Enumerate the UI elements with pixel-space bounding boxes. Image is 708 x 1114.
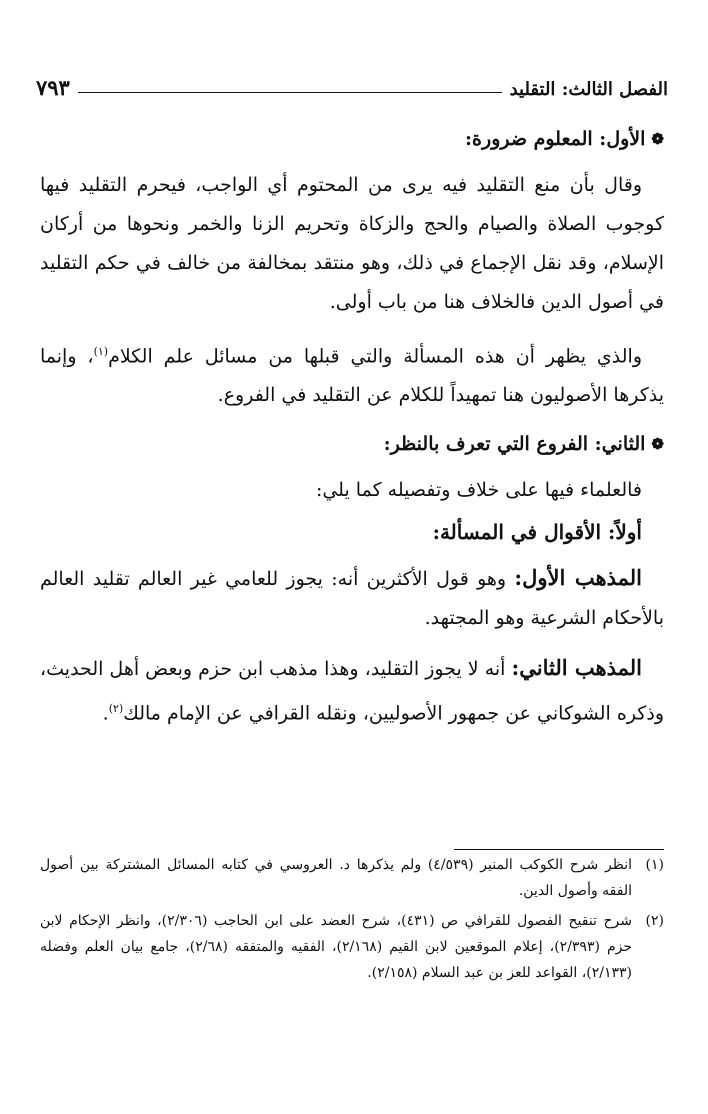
paragraph-2 — [40, 332, 664, 415]
flower-bullet-icon: ❁ — [651, 435, 664, 454]
footnote-divider — [454, 849, 664, 850]
footnote-number: (٢) — [645, 913, 664, 929]
subheading-opinions: أولاً: الأقوال في المسألة: — [432, 520, 642, 545]
madhhab-2-label: المذهب الثاني: — [511, 655, 642, 681]
footnote-text: انظر شرح الكوكب المنير (٤/٥٣٩) ولم يذكرها د. العروسي في كتابه المسائل المشتركة بين أصول الفقه وأصول الدين. — [40, 857, 632, 899]
running-header — [36, 66, 668, 100]
footnote-ref-2[interactable]: (٢) — [108, 702, 124, 716]
section-heading-1-text: الأول: المعلوم ضرورة: — [465, 128, 646, 150]
flower-bullet-icon: ❁ — [651, 130, 664, 148]
madhhab-1-paragraph — [40, 558, 664, 638]
footnote-2 — [40, 908, 664, 986]
paragraph-2-text: والذي يظهر أن هذه المسألة والتي قبلها من مسائل علم الكلام — [108, 345, 642, 368]
footnote-number: (١) — [645, 857, 664, 873]
footnote-ref-1[interactable]: (١) — [93, 345, 109, 358]
madhhab-1-label: المذهب الأول: — [514, 565, 642, 591]
madhhab-1-text: وهو قول الأكثرين أنه: يجوز للعامي غير العالم تقليد العالم بالأحكام الشرعية وهو المجتهد. — [40, 568, 664, 630]
section-heading-2 — [40, 433, 664, 455]
intro-paragraph: فالعلماء فيها على خلاف وتفصيله كما يلي: — [315, 479, 642, 502]
section-heading-2-text: الثاني: الفروع التي تعرف بالنظر: — [383, 433, 646, 456]
footnote-text: شرح تنقيح الفصول للقرافي ص (٤٣١)، شرح العضد على ابن الحاجب (٢/٣٠٦)، وانظر الإحكام لابن حزم (٢/٣٩٣)، إعلام الموقعين لابن القيم (٢/١٦٨)، الفقيه والمتفقه (٢/٦٨)، جامع بيان العلم وفضله (٢/١٣٣)، القواعد للعز بن عبد السلام (٢/١٥٨). — [40, 913, 632, 981]
page-number: ٧٩٣ — [36, 75, 70, 100]
madhhab-2-end: . — [102, 702, 109, 725]
footnotes — [40, 852, 664, 990]
paragraph-1: وقال بأن منع التقليد فيه يرى من المحتوم أي الواجب، فيحرم التقليد فيها كوجوب الصلاة والصيام والحج والزكاة وتحريم الزنا والخمر ونحوها من أركان الإسلام، وقد نقل الإجماع في ذلك، وهو منتقد بمخالفة من خالف في حكم التقليد في أصول الدين فالخلاف هنا من باب أولى. — [40, 174, 664, 313]
chapter-title: الفصل الثالث: التقليد — [509, 79, 668, 100]
madhhab-2-text: أنه لا يجوز التقليد، وهذا مذهب ابن حزم وبعض أهل الحديث، وذكره الشوكاني عن جمهور الأصوليين، ونقله القرافي عن الإمام مالك — [40, 658, 664, 725]
paragraph-2-tail: ، وإنما يذكرها الأصوليون هنا تمهيداً للكلام عن التقليد في الفروع. — [40, 345, 664, 407]
section-heading-1 — [40, 128, 664, 150]
header-rule — [78, 92, 502, 93]
madhhab-2-paragraph — [40, 648, 664, 733]
page-body — [40, 128, 664, 744]
footnote-1 — [40, 852, 664, 904]
